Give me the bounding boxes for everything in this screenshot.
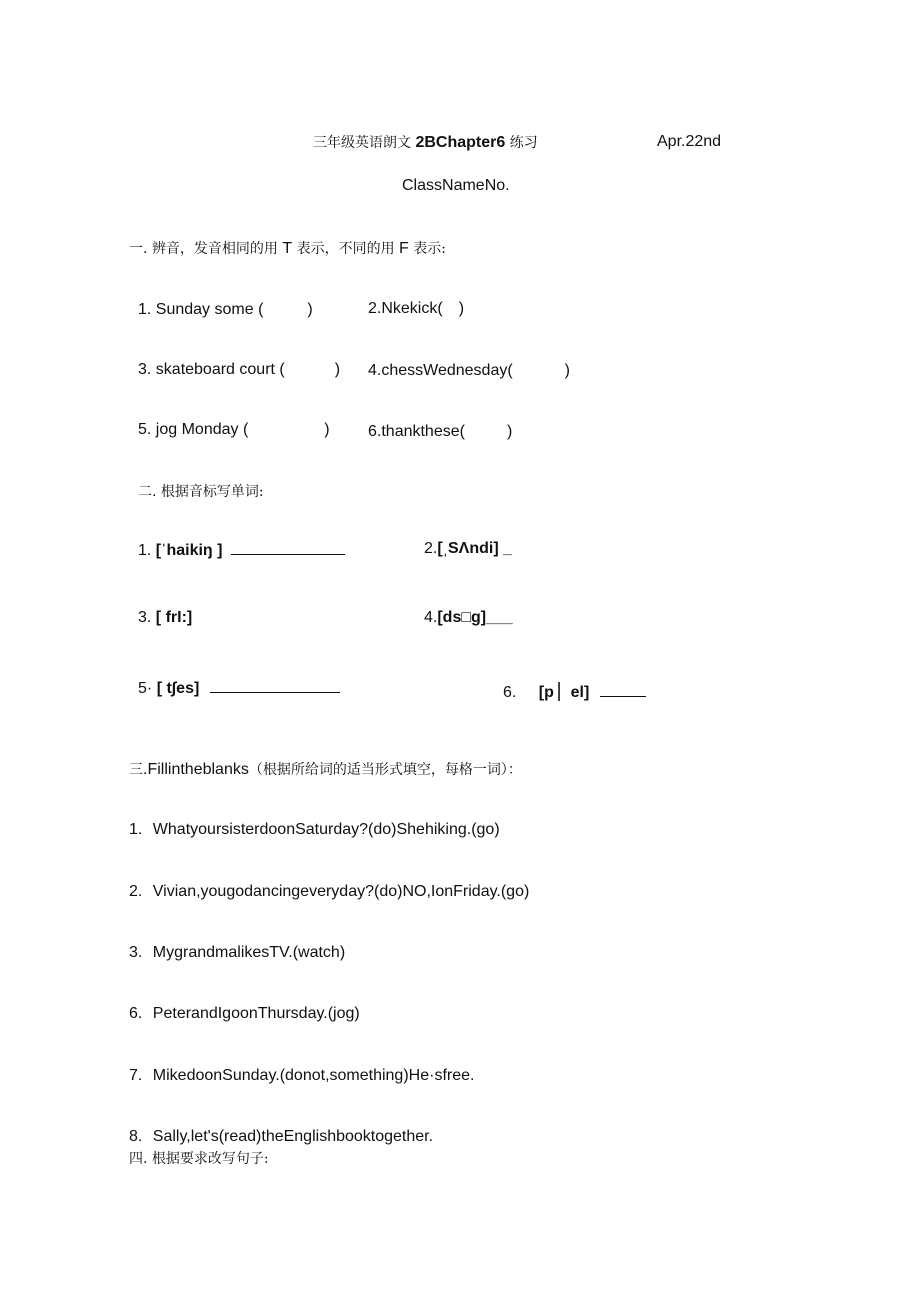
s1-item-6 (368, 423, 512, 441)
s1-item-5-text: 5. jog Monday ( (138, 421, 249, 438)
date: Apr.22nd (657, 133, 722, 150)
s3-item-1-text: WhatyoursisterdoonSaturday?(do)Shehiking.(go) (152, 821, 500, 838)
s2-item-2-tail[interactable]: _ (503, 540, 513, 557)
s2-item-3 (138, 609, 192, 627)
page-title (313, 132, 538, 152)
s1-item-5 (138, 421, 330, 439)
s2-item-6-phonetic: [p ▏el] (538, 684, 590, 701)
s1-item-2-close[interactable]: ) (458, 300, 465, 317)
s3-item-4 (129, 1005, 360, 1023)
section3-heading (129, 759, 522, 779)
section1-heading (129, 238, 446, 258)
s1-item-2-text: 2.Nkekick( (368, 300, 443, 317)
section1-heading-f: F (399, 240, 409, 257)
s2-item-3-phonetic: [ frI:] (155, 609, 193, 626)
s3-item-5-num: 7. (129, 1067, 143, 1084)
s1-item-4-close[interactable]: ) (564, 362, 570, 379)
s1-item-3-text: 3. skateboard court ( (138, 361, 285, 378)
s1-item-1 (138, 301, 313, 319)
s2-item-5 (138, 678, 340, 698)
section3-heading-b: Fillintheblanks (147, 761, 249, 778)
s1-item-3-close[interactable]: ) (334, 361, 341, 378)
s3-item-2 (129, 883, 529, 901)
s1-item-6-text: 6.thankthese( (368, 423, 465, 440)
section1-heading-a: 一. 辨音，发音相同的用 (129, 241, 278, 257)
s2-item-2-num: 2. (424, 540, 438, 557)
title-suffix: 练习 (509, 135, 538, 151)
s2-item-1 (138, 540, 345, 560)
s2-item-1-phonetic: [ˈhaikiŋ ] (155, 542, 223, 559)
section1-heading-b: 表示，不同的用 (296, 241, 395, 257)
s3-item-4-num: 6. (129, 1005, 143, 1022)
section2-heading: 二. 根据音标写单词: (138, 484, 264, 500)
s3-item-5 (129, 1067, 474, 1085)
s3-item-6-num: 8. (129, 1128, 143, 1145)
s1-item-3 (138, 361, 340, 379)
title-bold: 2BChapter6 (415, 134, 506, 151)
s2-item-5-answer-line[interactable] (210, 678, 340, 693)
class-name-line: ClassNameNo. (402, 177, 510, 194)
s3-item-3-text: MygrandmalikesTV.(watch) (152, 944, 346, 961)
s1-item-4 (368, 362, 570, 380)
section3-heading-c: （根据所给词的适当形式填空，每格一词）： (248, 762, 522, 778)
s2-item-4 (424, 609, 513, 627)
s2-item-6 (503, 682, 646, 702)
s2-item-2 (424, 540, 512, 558)
s2-item-4-num: 4. (424, 609, 438, 626)
s2-item-1-answer-line[interactable] (231, 540, 345, 555)
s2-item-5-num: 5· (138, 680, 153, 697)
s3-item-1-num: 1. (129, 821, 143, 838)
s2-item-6-answer-line[interactable] (600, 682, 646, 697)
title-prefix: 三年级英语朗文 (313, 135, 411, 151)
s2-item-6-num: 6. (503, 684, 517, 701)
s3-item-5-text: MikedoonSunday.(donot,something)He·sfree. (152, 1067, 475, 1084)
s1-item-5-close[interactable]: ) (324, 421, 330, 438)
s2-item-4-phonetic[interactable]: [ds□g]___ (437, 609, 513, 626)
s3-item-3 (129, 944, 345, 962)
s3-item-6-text: Sally,let's(read)theEnglishbooktogether. (152, 1128, 434, 1145)
section3-heading-a: 三. (129, 762, 148, 778)
s1-item-2 (368, 300, 464, 318)
section1-heading-c: 表示: (413, 241, 446, 257)
s3-item-3-num: 3. (129, 944, 143, 961)
s1-item-1-text: 1. Sunday some ( (138, 301, 264, 318)
s3-item-1 (129, 821, 500, 839)
s1-item-6-close[interactable]: ) (506, 423, 513, 440)
s2-item-3-num: 3. (138, 609, 152, 626)
s1-item-4-text: 4.chessWednesday( (368, 362, 513, 379)
s1-item-1-close[interactable]: ) (307, 301, 313, 318)
s2-item-2-phonetic: [ˌSΛndi] (437, 540, 499, 557)
section4-heading: 四. 根据要求改写句子: (129, 1151, 269, 1167)
s3-item-2-num: 2. (129, 883, 143, 900)
s3-item-6 (129, 1128, 433, 1146)
section1-heading-t: T (282, 240, 293, 257)
s3-item-4-text: PeterandIgoonThursday.(jog) (152, 1005, 360, 1022)
s2-item-1-num: 1. (138, 542, 152, 559)
s2-item-5-phonetic: [ t∫es] (156, 680, 200, 697)
s3-item-2-text: Vivian,yougodancingeveryday?(do)NO,IonFriday.(go) (152, 883, 530, 900)
